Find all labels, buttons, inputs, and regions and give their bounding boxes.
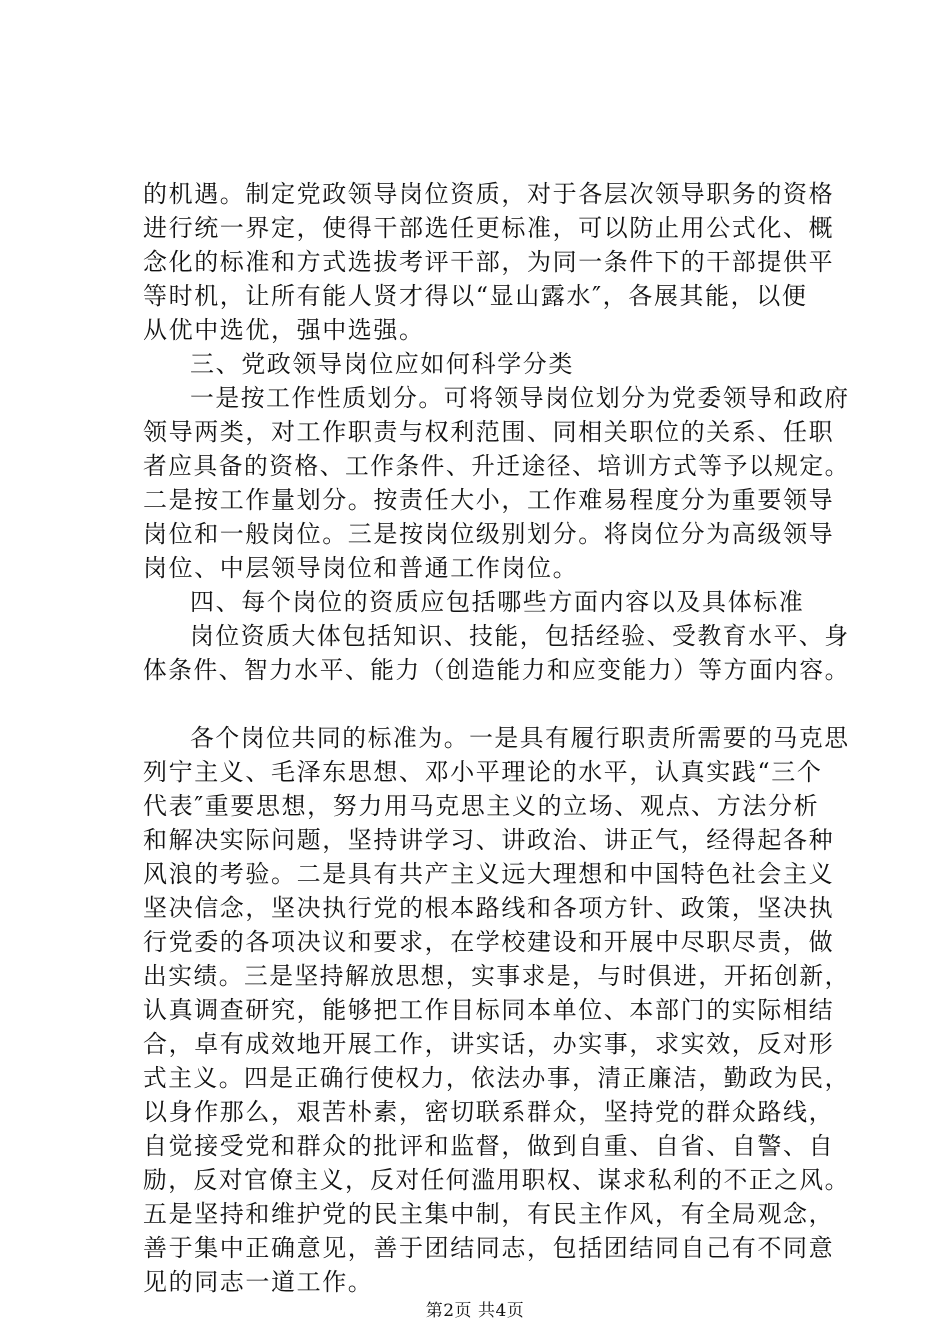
body-text-line: 各个岗位共同的标准为。一是具有履行职责所需要的马克思	[190, 724, 850, 752]
section-heading-4: 四、每个岗位的资质应包括哪些方面内容以及具体标准	[190, 588, 805, 616]
body-text-line: 行党委的各项决议和要求，在学校建设和开展中尽职尽责，做	[143, 928, 835, 956]
body-text-line: 体条件、智力水平、能力（创造能力和应变能力）等方面内容。	[143, 656, 850, 684]
body-text-line: 合，卓有成效地开展工作，讲实话，办实事，求实效，反对形	[143, 1030, 835, 1058]
body-text-line: 和解决实际问题，坚持讲学习、讲政治、讲正气，经得起各种	[143, 826, 835, 854]
body-text-line: 五是坚持和维护党的民主集中制，有民主作风，有全局观念，	[143, 1200, 835, 1228]
body-text-line: 自觉接受党和群众的批评和监督，做到自重、自省、自警、自	[143, 1132, 835, 1160]
body-text-line: 式主义。四是正确行使权力，依法办事，清正廉洁，勤政为民，	[143, 1064, 850, 1092]
page-number-footer: 第2页 共4页	[425, 1301, 525, 1321]
body-text-line: 见的同志一道工作。	[143, 1268, 374, 1296]
body-text-line: 列宁主义、毛泽东思想、邓小平理论的水平，认真实践“三个	[143, 758, 823, 786]
body-text-line: 一是按工作性质划分。可将领导岗位划分为党委领导和政府	[190, 384, 850, 412]
body-text-line: 等时机，让所有能人贤才得以“显山露水″，各展其能，以便	[143, 282, 808, 310]
body-text-line: 风浪的考验。二是具有共产主义远大理想和中国特色社会主义	[143, 860, 835, 888]
body-text-line: 领导两类，对工作职责与权利范围、同相关职位的关系、任职	[143, 418, 835, 446]
section-heading-3: 三、党政领导岗位应如何科学分类	[190, 350, 574, 378]
body-text-line: 念化的标准和方式选拔考评干部，为同一条件下的干部提供平	[143, 248, 835, 276]
body-text-line: 出实绩。三是坚持解放思想，实事求是，与时俱进，开拓创新，	[143, 962, 850, 990]
body-text-line: 的机遇。制定党政领导岗位资质，对于各层次领导职务的资格	[143, 180, 835, 208]
body-text-line: 岗位、中层领导岗位和普通工作岗位。	[143, 554, 579, 582]
body-text-line: 岗位资质大体包括知识、技能，包括经验、受教育水平、身	[190, 622, 850, 650]
body-text-line: 励，反对官僚主义，反对任何滥用职权、谋求私利的不正之风。	[143, 1166, 850, 1194]
body-text-line: 者应具备的资格、工作条件、升迁途径、培训方式等予以规定。	[143, 452, 850, 480]
body-text-line: 从优中选优，强中选强。	[143, 316, 425, 344]
body-text-line: 善于集中正确意见，善于团结同志，包括团结同自己有不同意	[143, 1234, 835, 1262]
body-text-line: 以身作那么，艰苦朴素，密切联系群众，坚持党的群众路线，	[143, 1098, 835, 1126]
body-text-line: 二是按工作量划分。按责任大小，工作难易程度分为重要领导	[143, 486, 835, 514]
body-text-line: 坚决信念，坚决执行党的根本路线和各项方针、政策，坚决执	[143, 894, 835, 922]
body-text-line: 进行统一界定，使得干部选任更标准，可以防止用公式化、概	[143, 214, 835, 242]
body-text-line: 认真调查研究，能够把工作目标同本单位、本部门的实际相结	[143, 996, 835, 1024]
body-text-line: 代表″重要思想，努力用马克思主义的立场、观点、方法分析	[143, 792, 820, 820]
body-text-line: 岗位和一般岗位。三是按岗位级别划分。将岗位分为高级领导	[143, 520, 835, 548]
